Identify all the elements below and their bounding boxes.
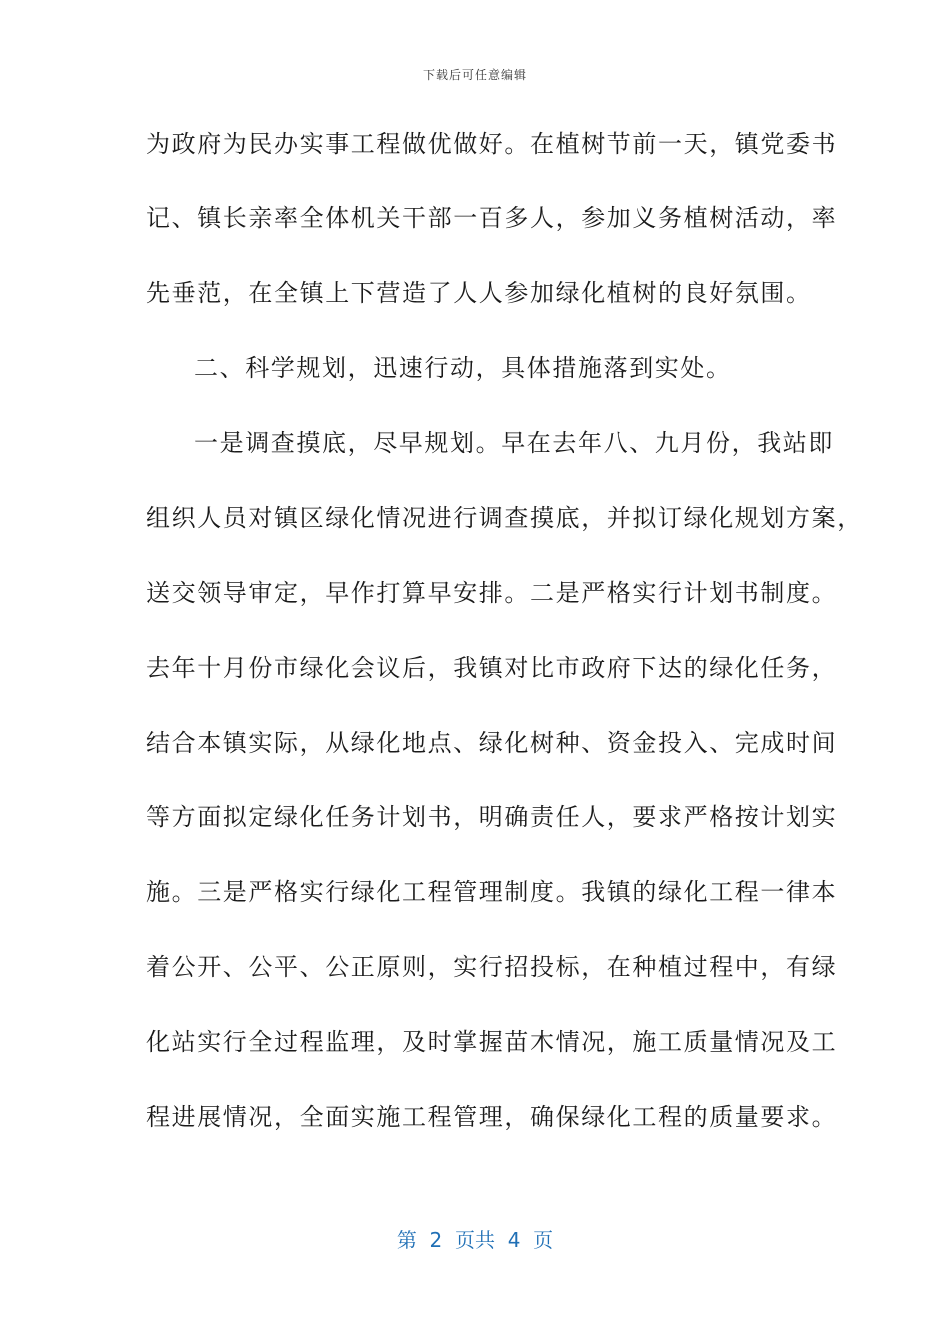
body-line-10: 等方面拟定绿化任务计划书，明确责任人，要求严格按计划实	[146, 803, 838, 831]
body-line-9: 结合本镇实际，从绿化地点、绿化树种、资金投入、完成时间	[146, 729, 838, 757]
body-line-7: 送交领导审定，早作打算早安排。二是严格实行计划书制度。	[146, 579, 838, 607]
body-line-3: 先垂范，在全镇上下营造了人人参加绿化植树的良好氛围。	[146, 279, 812, 307]
body-line-12: 着公开、公平、公正原则，实行招投标，在种植过程中，有绿	[146, 953, 838, 981]
page-header: 下载后可任意编辑	[422, 68, 527, 82]
body-line-13: 化站实行全过程监理，及时掌握苗木情况，施工质量情况及工	[146, 1028, 838, 1056]
body-line-14: 程进展情况，全面实施工程管理，确保绿化工程的质量要求。	[146, 1103, 838, 1131]
page-number-footer: 第 2 页共 4 页	[396, 1228, 554, 1252]
section-heading: 二、科学规划，迅速行动，具体措施落到实处。	[194, 354, 732, 382]
body-line-6: 组织人员对镇区绿化情况进行调查摸底，并拟订绿化规划方案，	[146, 504, 863, 532]
body-line-1: 为政府为民办实事工程做优做好。在植树节前一天，镇党委书	[146, 130, 838, 158]
body-line-11: 施。三是严格实行绿化工程管理制度。我镇的绿化工程一律本	[146, 878, 838, 906]
body-line-5: 一是调查摸底，尽早规划。早在去年八、九月份，我站即	[194, 429, 834, 457]
body-line-2: 记、镇长亲率全体机关干部一百多人，参加义务植树活动，率	[146, 204, 838, 232]
body-line-8: 去年十月份市绿化会议后，我镇对比市政府下达的绿化任务，	[146, 654, 838, 682]
